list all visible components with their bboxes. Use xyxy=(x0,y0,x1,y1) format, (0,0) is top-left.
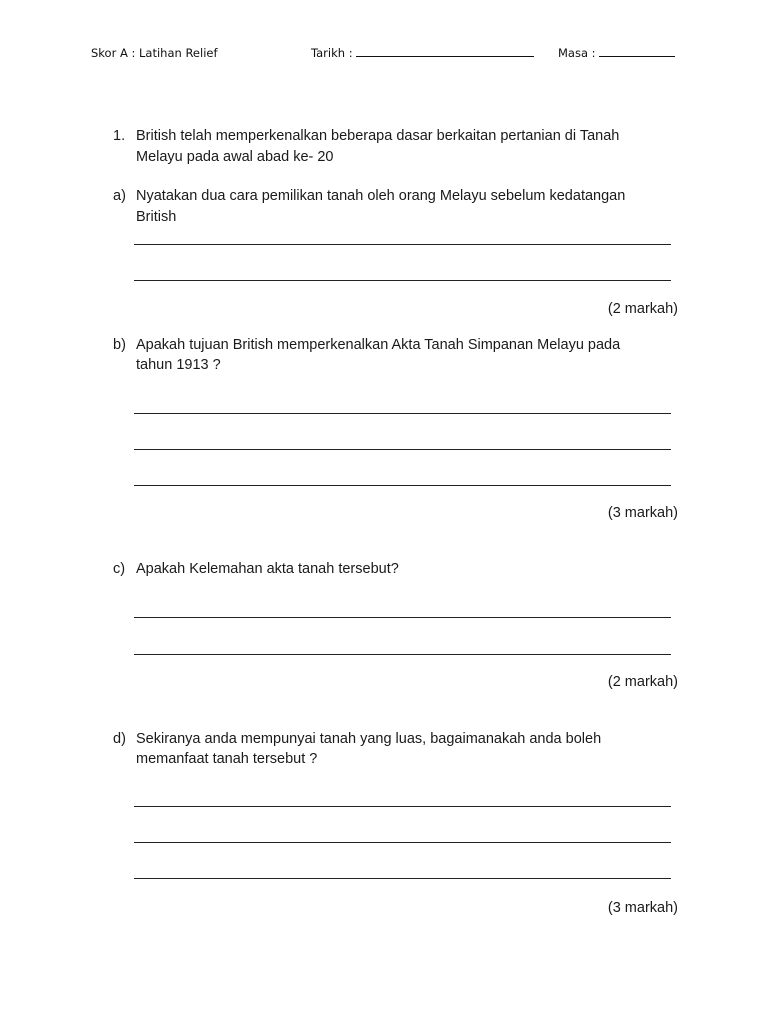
part-b-answer-line-2[interactable] xyxy=(134,449,671,450)
date-field xyxy=(311,46,534,60)
date-blank[interactable] xyxy=(356,46,534,57)
part-b-question-line-2: tahun 1913 ? xyxy=(136,357,221,373)
question-text-line-2: Melayu pada awal abad ke- 20 xyxy=(136,149,334,165)
part-b-answer-line-3[interactable] xyxy=(134,485,671,486)
part-c-label: c) xyxy=(113,561,126,577)
worksheet-title: Skor A : Latihan Relief xyxy=(91,46,218,60)
part-d-label: d) xyxy=(113,731,126,747)
time-field xyxy=(558,46,675,60)
time-blank[interactable] xyxy=(599,46,675,57)
part-a-label: a) xyxy=(113,188,126,204)
part-b-question-line-1: Apakah tujuan British memperkenalkan Akta Tanah Simpanan Melayu pada xyxy=(136,337,621,353)
part-c-marks: (2 markah) xyxy=(607,674,678,690)
part-c-question-line-1: Apakah Kelemahan akta tanah tersebut? xyxy=(136,561,399,577)
part-a-question-line-2: British xyxy=(136,209,177,225)
part-d-marks: (3 markah) xyxy=(607,900,678,916)
question-number: 1. xyxy=(113,128,126,144)
part-d-question-line-1: Sekiranya anda mempunyai tanah yang luas, bagaimanakah anda boleh xyxy=(136,731,602,747)
part-b-marks: (3 markah) xyxy=(607,505,678,521)
time-label: Masa : xyxy=(558,46,596,60)
date-label: Tarikh : xyxy=(311,46,353,60)
part-a-answer-line-2[interactable] xyxy=(134,280,671,281)
part-a-answer-line-1[interactable] xyxy=(134,244,671,245)
part-a-marks: (2 markah) xyxy=(607,301,678,317)
part-d-answer-line-3[interactable] xyxy=(134,878,671,879)
part-d-question-line-2: memanfaat tanah tersebut ? xyxy=(136,751,318,767)
part-c-answer-line-1[interactable] xyxy=(134,617,671,618)
part-d-answer-line-2[interactable] xyxy=(134,842,671,843)
worksheet-header xyxy=(0,46,768,66)
part-d-answer-line-1[interactable] xyxy=(134,806,671,807)
part-a-question-line-1: Nyatakan dua cara pemilikan tanah oleh orang Melayu sebelum kedatangan xyxy=(136,188,626,204)
part-b-answer-line-1[interactable] xyxy=(134,413,671,414)
question-text-line-1: British telah memperkenalkan beberapa dasar berkaitan pertanian di Tanah xyxy=(136,128,620,144)
part-b-label: b) xyxy=(113,337,126,353)
part-c-answer-line-2[interactable] xyxy=(134,654,671,655)
